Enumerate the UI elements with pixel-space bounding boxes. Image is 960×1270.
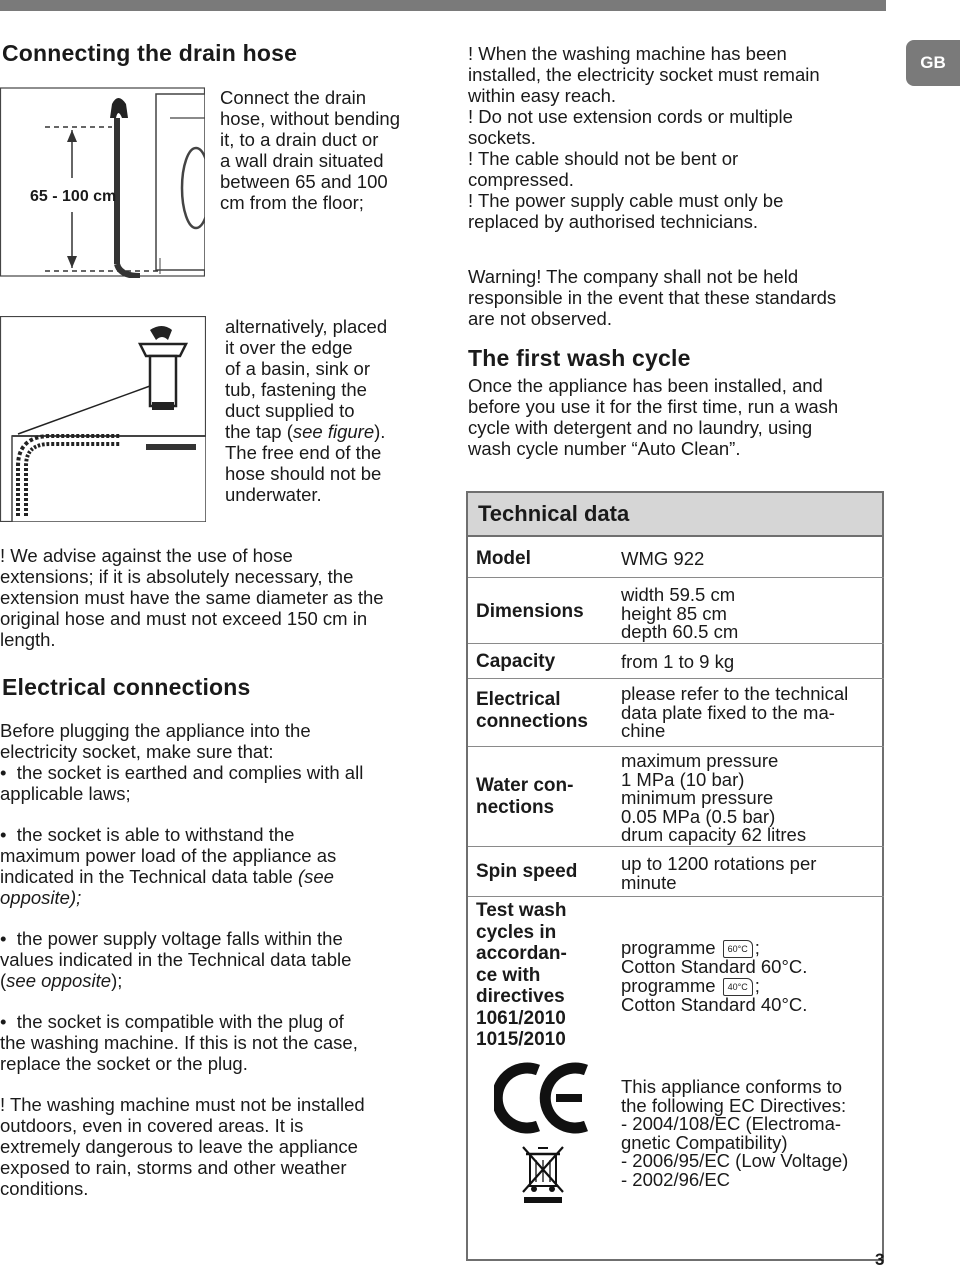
hose-extension-warning: ! We advise against the use of hose extensions; if it is absolutely necessary, the extension must have the same diameter as the original hose and must not exceed 150 cm in length. (0, 545, 384, 650)
programme-40-icon: 40°C (723, 978, 753, 996)
drain-hose-wall-figure (0, 78, 205, 278)
programme-60-icon: 60°C (723, 940, 753, 958)
bullet-power-load: • the socket is able to withstand the maximum power load of the appliance as indicated in the Technical data table (see opposite); (0, 824, 337, 908)
tech-row-test-wash: Test wash cycles in accordan- ce with directives 1061/2010 1015/2010 programme 60°C ; Cotton Standard 60°C. programme 40°C ; Cotton Standard 40°C. (468, 896, 884, 1057)
liability-warning: Warning! The company shall not be held responsible in the event that these standards are not observed. (468, 266, 837, 329)
first-wash-title: The first wash cycle (468, 345, 691, 371)
see-figure-ref: see figure (292, 421, 375, 442)
technical-data-header: Technical data (466, 491, 884, 537)
tech-row-water: Water con- nections maximum pressure 1 MPa (10 bar) minimum pressure 0.05 MPa (0.5 bar) drum capacity 62 litres (468, 746, 884, 847)
language-tab: GB (906, 40, 960, 86)
bullet-earthed: • the socket is earthed and complies with all applicable laws; (0, 762, 364, 804)
drain-text-2: alternatively, placed it over the edge of a basin, sink or tub, fastening the duct supplied to the tap (see figure). The free end of the hose should not be underwater. (225, 316, 388, 505)
tech-row-dimensions: Dimensions width 59.5 cm height 85 cm depth 60.5 cm (468, 577, 884, 644)
drain-hose-basin-figure (0, 316, 206, 522)
outdoor-warning: ! The washing machine must not be installed outdoors, even in covered areas. It is extremely dangerous to leave the appliance exposed to rain, storms and other weather conditions. (0, 1094, 365, 1199)
tech-row-model: Model WMG 922 (476, 548, 705, 569)
tech-row-conformity: This appliance conforms to the following EC Directives: - 2004/108/EC (Electroma- gnetic Compatibility) - 2006/95/EC (Low Voltage) - 2002/96/EC (468, 1056, 884, 1259)
electrical-section: Before plugging the appliance into the electricity socket, make sure that: • the socket is earthed and complies with all applicable laws; • the socket is able to withstand the maximum power load of the appliance as indicated in the Technical data table (see opposite); • the power supply voltage falls within the values indicated in the Technical data table (see opposite); • the socket is compatible with the plug of the washing machine. If this is not the case, replace the socket or the plug. ! The washing machine must not be installed outdoors, even in covered areas. It is extremely dangerous to leave the appliance exposed to rain, storms and other weather conditions. (0, 720, 455, 1199)
socket-notes: ! When the washing machine has been installed, the electricity socket must remain within easy reach. ! Do not use extension cords or multiple sockets. ! The cable should not be bent or compressed. ! The power supply cable must only be replaced by authorised technicians. (468, 43, 820, 232)
tech-row-capacity: Capacity from 1 to 9 kg (468, 643, 884, 679)
page-number: 3 (875, 1250, 885, 1269)
top-bar (0, 0, 886, 11)
table-border-bottom (466, 1259, 884, 1261)
drain-text-1: Connect the drain hose, without bending it, to a drain duct or a wall drain situated between 65 and 100 cm from the floor; (220, 87, 400, 213)
bullet-plug: • the socket is compatible with the plug of the washing machine. If this is not the case, replace the socket or the plug. (0, 1011, 358, 1074)
drain-hose-title: Connecting the drain hose (2, 40, 298, 66)
machine-body (156, 94, 205, 270)
tech-row-electrical: Electrical connections please refer to the technical data plate fixed to the ma- chine (468, 678, 884, 747)
bullet-voltage: • the power supply voltage falls within the values indicated in the Technical data table (see opposite); (0, 928, 352, 991)
weee-bin-icon (520, 1144, 566, 1209)
electrical-connections-title: Electrical connections (2, 674, 251, 700)
tap-body (140, 344, 186, 356)
tech-row-spin: Spin speed up to 1200 rotations per minute (468, 846, 884, 897)
basin-handle (146, 444, 196, 450)
ce-mark-icon (494, 1062, 592, 1139)
figure-height-caption: 65 - 100 cm (30, 188, 117, 205)
first-wash-text: Once the appliance has been installed, and before you use it for the first time, run a wash cycle with detergent and no laundry, using wash cycle number “Auto Clean”. (468, 375, 839, 459)
